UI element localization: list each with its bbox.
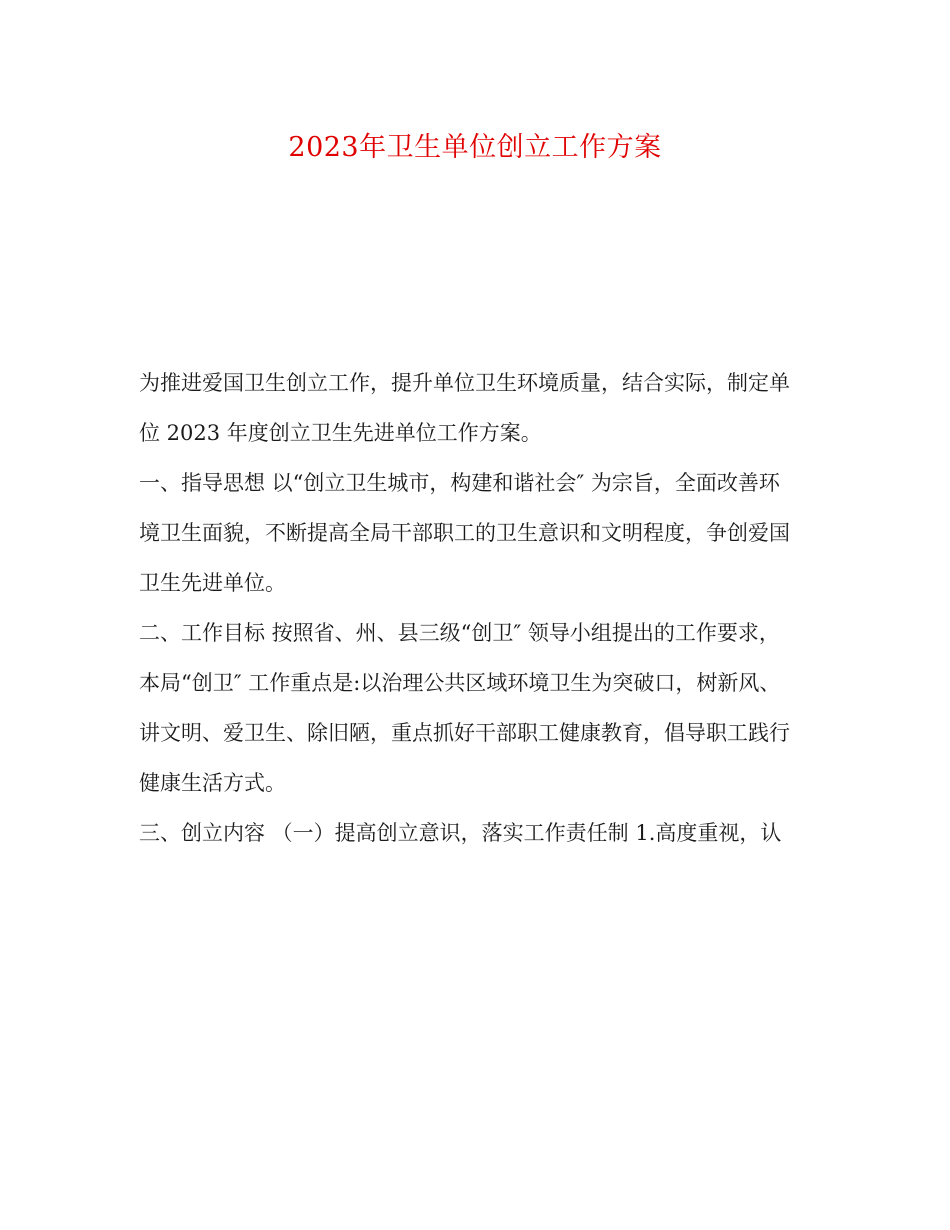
document-title: 2023年卫生单位创立工作方案 bbox=[288, 132, 662, 163]
body-line: 本局“创卫″ 工作重点是:以治理公共区域环境卫生为突破口，树新风、 bbox=[139, 671, 781, 695]
body-line: 讲文明、爱卫生、除旧陋，重点抓好干部职工健康教育，倡导职工践行 bbox=[139, 721, 790, 745]
body-line: 位 2023 年度创立卫生先进单位工作方案。 bbox=[139, 421, 542, 445]
body-line: 卫生先进单位。 bbox=[139, 571, 286, 595]
body-line: 为推进爱国卫生创立工作，提升单位卫生环境质量，结合实际，制定单 bbox=[139, 371, 790, 395]
section-1-heading-line: 一、指导思想 以“创立卫生城市，构建和谐社会″ 为宗旨，全面改善环 bbox=[139, 471, 780, 495]
section-2-heading-line: 二、工作目标 按照省、州、县三级“创卫″ 领导小组提出的工作要求， bbox=[139, 621, 780, 645]
section-3-heading-line: 三、创立内容 （一）提高创立意识，落实工作责任制 1.高度重视，认 bbox=[139, 821, 782, 845]
body-line: 境卫生面貌，不断提高全局干部职工的卫生意识和文明程度，争创爱国 bbox=[139, 521, 790, 545]
document-body bbox=[139, 358, 819, 858]
body-line: 健康生活方式。 bbox=[139, 771, 286, 795]
